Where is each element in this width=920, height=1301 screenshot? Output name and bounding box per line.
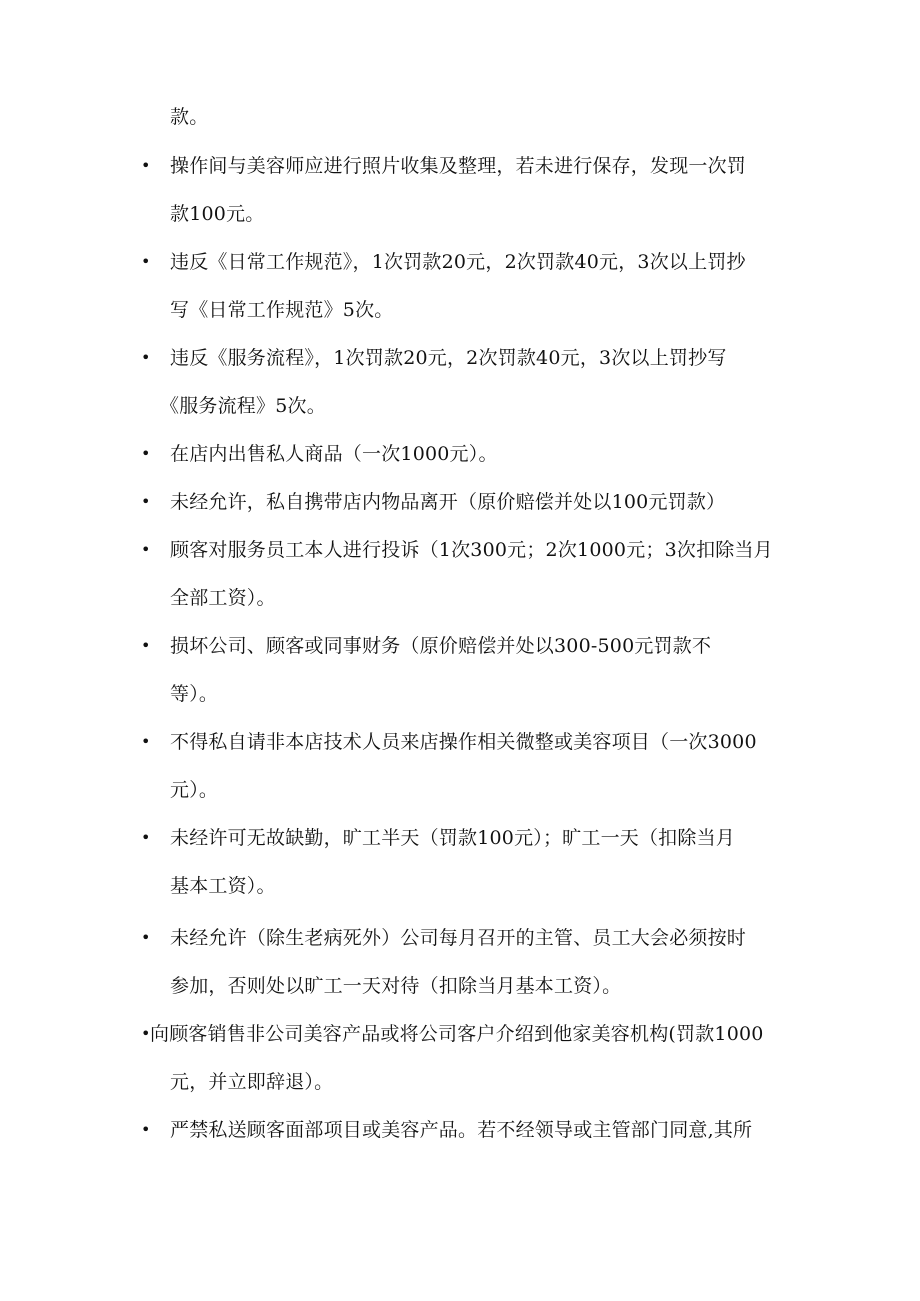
bullet-icon: • — [141, 928, 151, 947]
rule-line: 违反《服务流程》，1次罚款20元，2次罚款40元，3次以上罚抄写 — [170, 347, 727, 369]
bullet-icon: • — [141, 1024, 151, 1043]
rule-line: 违反《日常工作规范》，1次罚款20元，2次罚款40元，3次以上罚抄 — [170, 251, 746, 273]
rule-line: 写《日常工作规范》5次。 — [170, 299, 394, 321]
bullet-icon: • — [141, 348, 151, 367]
rule-line: 全部工资）。 — [170, 587, 276, 609]
continuation-line: 款。 — [170, 106, 209, 128]
rule-line: 元，并立即辞退）。 — [170, 1071, 334, 1093]
rule-line: 款100元。 — [170, 203, 265, 225]
bullet-icon: • — [141, 732, 151, 751]
rule-line: 顾客对服务员工本人进行投诉（1次300元；2次1000元；3次扣除当月 — [170, 539, 773, 561]
rule-line: 《服务流程》5次。 — [160, 395, 326, 417]
bullet-icon: • — [141, 828, 151, 847]
rule-line: 损坏公司、顾客或同事财务（原价赔偿并处以300-500元罚款不 — [170, 635, 712, 657]
rule-line: 在店内出售私人商品（一次1000元）。 — [170, 443, 498, 465]
rule-line: 向顾客销售非公司美容产品或将公司客户介绍到他家美容机构(罚款1000 — [150, 1023, 764, 1045]
bullet-icon: • — [141, 540, 151, 559]
rule-line: 等）。 — [170, 683, 219, 705]
rule-line: 操作间与美容师应进行照片收集及整理，若未进行保存，发现一次罚 — [170, 155, 747, 177]
bullet-icon: • — [141, 636, 151, 655]
rule-line: 元）。 — [170, 779, 219, 801]
bullet-icon: • — [141, 252, 151, 271]
rule-line: 参加，否则处以旷工一天对待（扣除当月基本工资）。 — [170, 975, 622, 997]
bullet-icon: • — [141, 492, 151, 511]
rule-line: 未经允许（除生老病死外）公司每月召开的主管、员工大会必须按时 — [170, 927, 747, 949]
rule-line: 未经许可无故缺勤，旷工半天（罚款100元）；旷工一天（扣除当月 — [170, 827, 735, 849]
bullet-icon: • — [141, 1120, 151, 1139]
rule-line: 严禁私送顾客面部项目或美容产品。若不经领导或主管部门同意,其所 — [170, 1119, 753, 1141]
rule-line: 不得私自请非本店技术人员来店操作相关微整或美容项目（一次3000 — [170, 731, 757, 753]
rule-line: 未经允许，私自携带店内物品离开（原价赔偿并处以100元罚款） — [170, 491, 726, 513]
bullet-icon: • — [141, 444, 151, 463]
bullet-icon: • — [141, 156, 151, 175]
rule-line: 基本工资）。 — [170, 875, 276, 897]
